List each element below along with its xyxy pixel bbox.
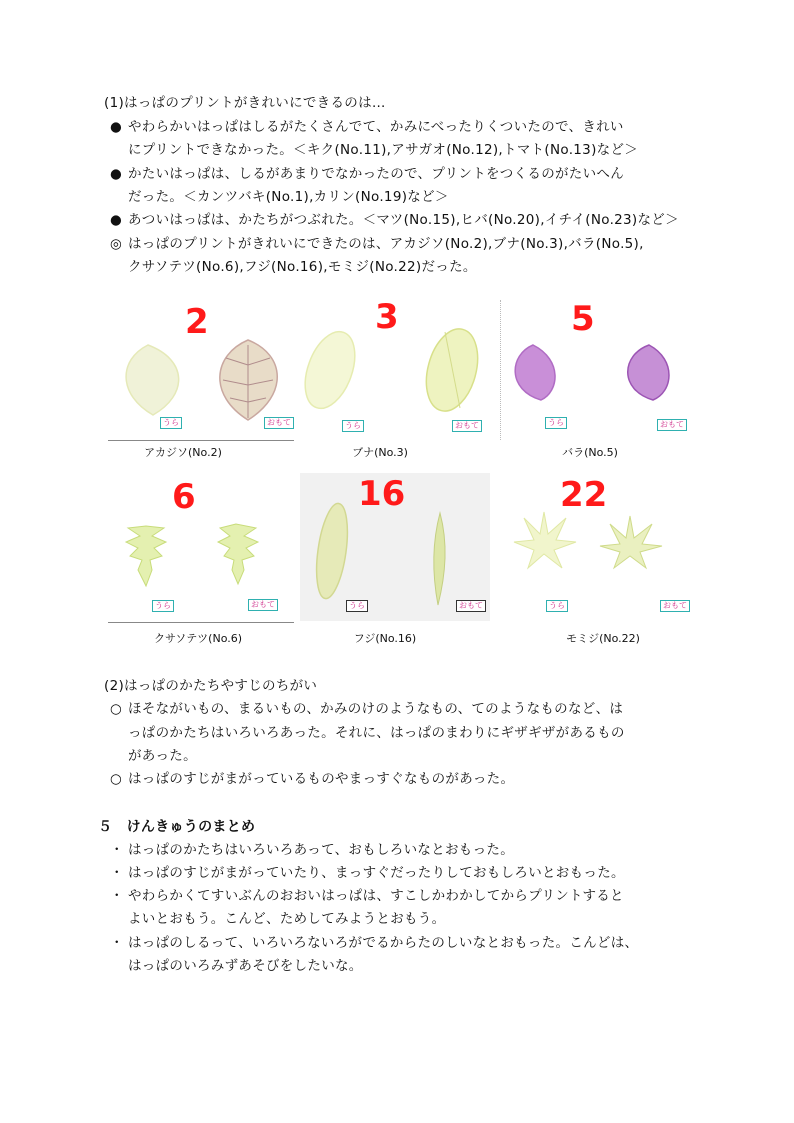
- section1-item2-line2: だった。＜カンツバキ(No.1),カリン(No.19)など＞: [128, 189, 449, 205]
- photo-number: 2: [185, 302, 209, 342]
- caption-bara: バラ(No.5): [562, 446, 618, 459]
- front-label: おもて: [248, 599, 278, 611]
- section1-bullet-3: ●: [110, 212, 123, 228]
- front-label: おもて: [456, 600, 486, 612]
- section1-bullet-1: ●: [110, 119, 123, 135]
- section5-item1-line1: はっぱのかたちはいろいろあって、おもしろいなとおもった。: [128, 842, 514, 858]
- section2-item1-line2: っぱのかたちはいろいろあった。それに、はっぱのまわりにギザギザがあるもの: [128, 725, 625, 741]
- photo-number: 5: [571, 300, 595, 339]
- front-label: おもて: [452, 420, 482, 432]
- section1-item1-line2: にプリントできなかった。＜キク(No.11),アサガオ(No.12),トマト(No.13)など＞: [128, 142, 639, 158]
- caption-momiji: モミジ(No.22): [566, 632, 640, 645]
- section1-heading: (1)はっぱのプリントがきれいにできるのは…: [104, 95, 386, 111]
- section1-item3-line1: あついはっぱは、かたちがつぶれた。＜マツ(No.15),ヒバ(No.20),イチイ(No.23)など＞: [128, 212, 679, 228]
- section2-bullet-2: ○: [110, 771, 123, 787]
- section2-item1-line3: があった。: [128, 748, 197, 764]
- section1-item1-line1: やわらかいはっぱはしるがたくさんでて、かみにべったりくついたので、きれい: [128, 119, 624, 135]
- section2-item1-line1: ほそながいもの、まるいもの、かみのけのようなもの、てのようなものなど、は: [128, 701, 624, 717]
- section5-item4-line1: はっぱのしるって、いろいろないろがでるからたのしいなとおもった。こんどは、: [128, 935, 639, 951]
- photo-number: 3: [375, 300, 399, 337]
- section1-item4-line2: クサソテツ(No.6),フジ(No.16),モミジ(No.22)だった。: [128, 259, 477, 275]
- section5-bullet-2: ・: [110, 865, 124, 881]
- photo-kusasotetsu: [108, 476, 294, 623]
- photo-akajiso: [108, 300, 294, 441]
- section1-item4-line1: はっぱのプリントがきれいにできたのは、アカジソ(No.2),ブナ(No.3),バラ(No.5),: [128, 236, 644, 252]
- photo-number: 6: [172, 477, 196, 517]
- front-label: おもて: [660, 600, 690, 612]
- back-label: うら: [342, 420, 364, 432]
- back-label: うら: [346, 600, 368, 612]
- section2-item2-line1: はっぱのすじがまがっているものやまっすぐなものがあった。: [128, 771, 515, 787]
- section5-bullet-4: ・: [110, 935, 124, 951]
- photo-bara: [500, 300, 693, 440]
- caption-fuji: フジ(No.16): [353, 632, 417, 645]
- caption-kusasotetsu: クサソテツ(No.6): [153, 632, 243, 645]
- caption-akajiso: アカジソ(No.2): [144, 446, 222, 459]
- photo-buna: [300, 300, 496, 440]
- back-label: うら: [546, 600, 568, 612]
- back-label: うら: [545, 417, 567, 429]
- section1-bullet-2: ●: [110, 166, 123, 182]
- section5-bullet-3: ・: [110, 888, 124, 904]
- section2-heading: (2)はっぱのかたちやすじのちがい: [104, 678, 318, 694]
- photo-momiji: [500, 476, 692, 622]
- caption-buna: ブナ(No.3): [352, 446, 408, 459]
- back-label: うら: [160, 417, 182, 429]
- back-label: うら: [152, 600, 174, 612]
- section1-bullet-4: ◎: [110, 236, 123, 252]
- front-label: おもて: [657, 419, 687, 431]
- photo-number: 16: [358, 474, 406, 514]
- section5-item4-line2: はっぱのいろみずあそびをしたいな。: [128, 958, 363, 974]
- section1-item2-line1: かたいはっぱは、しるがあまりでなかったので、プリントをつくるのがたいへん: [128, 166, 624, 182]
- front-label: おもて: [264, 417, 294, 429]
- section2-bullet-1: ○: [110, 701, 123, 717]
- section5-heading: ５ けんきゅうのまとめ: [98, 819, 256, 835]
- photo-number: 22: [560, 476, 608, 515]
- section5-item3-line2: よいとおもう。こんど、ためしてみようとおもう。: [128, 911, 446, 927]
- section5-bullet-1: ・: [110, 842, 124, 858]
- section5-item3-line1: やわらかくてすいぶんのおおいはっぱは、すこしかわかしてからプリントすると: [128, 888, 624, 904]
- photo-fuji: [300, 473, 490, 621]
- section5-item2-line1: はっぱのすじがまがっていたり、まっすぐだったりしておもしろいとおもった。: [128, 865, 625, 881]
